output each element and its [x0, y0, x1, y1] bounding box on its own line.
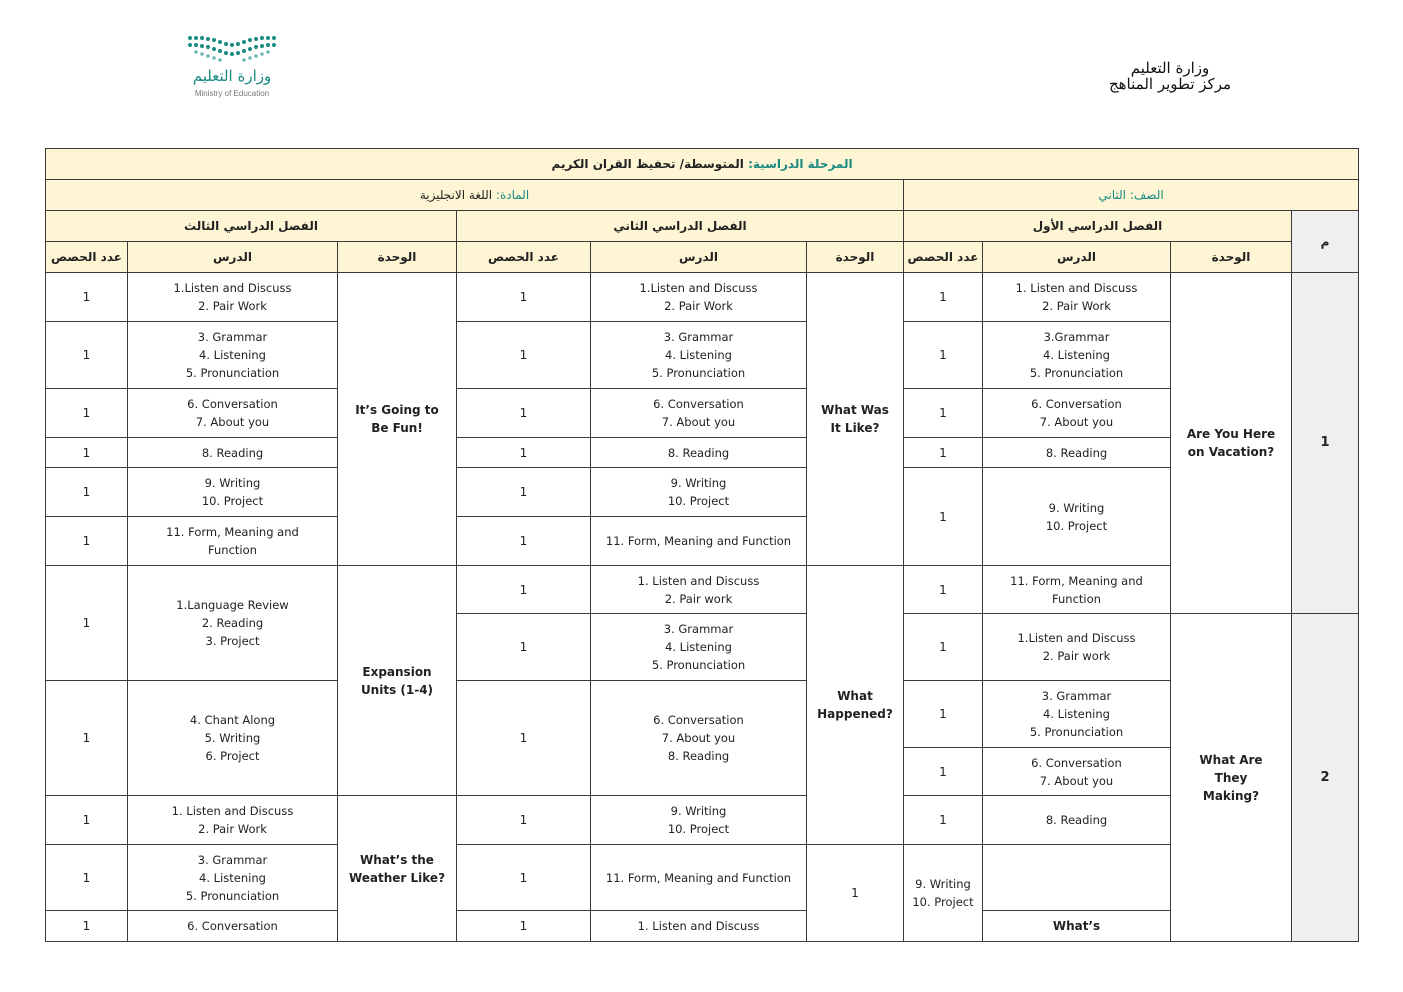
t1-lesson-cell: 8. Reading [983, 438, 1171, 468]
t1-periods-cell: 1 [904, 566, 983, 614]
ministry-line-1: وزارة التعليم [1130, 59, 1210, 77]
t3-unit-2: Expansion Units (1-4) [338, 566, 457, 796]
ministry-heading [1090, 60, 1250, 92]
row-number-1: 1 [1292, 273, 1359, 614]
table-row [46, 566, 1359, 614]
t3-periods-cell: 1 [46, 517, 128, 566]
column-header-row [46, 242, 1359, 273]
t2-lesson-cell: 9. Writing 10. Project [591, 468, 807, 517]
t2-unit-1: What Was It Like? [807, 273, 904, 566]
t2-lesson-cell: 3. Grammar 4. Listening 5. Pronunciation [591, 322, 807, 389]
t1-lesson-cell: 11. Form, Meaning and Function [983, 566, 1171, 614]
grade-value: الثاني [1098, 188, 1126, 202]
t2-periods-cell: 1 [457, 911, 591, 942]
t1-lesson-cell: 8. Reading [983, 796, 1171, 845]
t1-lesson-cell: 6. Conversation 7. About you [983, 748, 1171, 796]
t3-lesson-cell: 1.Listen and Discuss 2. Pair Work [128, 273, 338, 322]
stage-label: المرحلة الدراسية: [748, 157, 853, 171]
t2-periods-cell: 1 [457, 517, 591, 566]
t1-lesson-cell: 6. Conversation 7. About you [983, 389, 1171, 438]
t1-lesson-cell: 9. Writing 10. Project [904, 845, 983, 942]
t3-periods-header: عدد الحصص [46, 242, 128, 273]
t3-lesson-cell: 4. Chant Along 5. Writing 6. Project [128, 681, 338, 796]
t3-lesson-cell: 3. Grammar 4. Listening 5. Pronunciation [128, 322, 338, 389]
t2-lesson-header: الدرس [591, 242, 807, 273]
table-row [46, 438, 1359, 468]
t1-periods-cell: 1 [904, 389, 983, 438]
ministry-line-2: مركز تطوير المناهج [1108, 75, 1232, 93]
t2-lesson-cell: 6. Conversation 7. About you [591, 389, 807, 438]
t2-lesson-cell: 6. Conversation 7. About you 8. Reading [591, 681, 807, 796]
t1-periods-cell: 1 [904, 614, 983, 681]
subject-grade-row [46, 180, 1359, 211]
t2-periods-cell: 1 [457, 468, 591, 517]
term2-header: الفصل الدراسي الثاني [457, 211, 904, 242]
table-row [46, 845, 1359, 911]
ministry-logo [186, 34, 278, 100]
t1-unit-1: Are You Here on Vacation? [1171, 273, 1292, 614]
t2-lesson-cell: 1. Listen and Discuss 2. Pair work [591, 566, 807, 614]
stage-value: المتوسطة/ تحفيظ القران الكريم [551, 157, 744, 171]
t3-periods-cell: 1 [46, 681, 128, 796]
curriculum-plan-table [45, 148, 1359, 942]
subject-cell [46, 180, 904, 211]
t2-unit-header: الوحدة [807, 242, 904, 273]
t3-periods-cell: 1 [46, 468, 128, 517]
t2-lesson-cell: 1. Listen and Discuss [591, 911, 807, 942]
t3-periods-cell: 1 [46, 796, 128, 845]
t2-lesson-cell: 8. Reading [591, 438, 807, 468]
t1-periods-cell: 1 [904, 796, 983, 845]
t3-lesson-cell: 3. Grammar 4. Listening 5. Pronunciation [128, 845, 338, 911]
t3-unit-1: It’s Going to Be Fun! [338, 273, 457, 566]
t3-periods-cell: 1 [46, 566, 128, 681]
t1-lesson-cell: 1.Listen and Discuss 2. Pair work [983, 614, 1171, 681]
t3-periods-cell: 1 [46, 389, 128, 438]
term3-header: الفصل الدراسي الثالث [46, 211, 457, 242]
t2-periods-cell: 1 [457, 438, 591, 468]
term-header-row [46, 211, 1359, 242]
t2-unit-3: What’s [983, 911, 1171, 942]
table-row [46, 322, 1359, 389]
t1-periods-cell: 1 [904, 438, 983, 468]
t3-lesson-cell: 6. Conversation [128, 911, 338, 942]
t3-lesson-cell: 9. Writing 10. Project [128, 468, 338, 517]
stage-row [46, 149, 1359, 180]
t3-lesson-header: الدرس [128, 242, 338, 273]
t1-periods-cell: 1 [807, 845, 904, 942]
logo-arabic-text: وزارة التعليم [192, 67, 272, 85]
t1-unit-2: What Are They Making? [1171, 614, 1292, 942]
t3-unit-3: What’s the Weather Like? [338, 796, 457, 942]
t2-lesson-cell: 9. Writing 10. Project [591, 796, 807, 845]
t2-periods-cell: 1 [457, 796, 591, 845]
t1-periods-header: عدد الحصص [904, 242, 983, 273]
table-row [46, 681, 1359, 748]
t3-lesson-cell: 1. Listen and Discuss 2. Pair Work [128, 796, 338, 845]
t3-periods-cell: 1 [46, 845, 128, 911]
logo-dots-icon [186, 34, 278, 64]
t3-periods-cell: 1 [46, 322, 128, 389]
t2-periods-cell: 1 [457, 566, 591, 614]
table-row [46, 468, 1359, 517]
t1-lesson-header: الدرس [983, 242, 1171, 273]
t2-periods-cell: 1 [457, 614, 591, 681]
stage-cell [46, 149, 1359, 180]
t3-periods-cell: 1 [46, 438, 128, 468]
t3-lesson-cell: 11. Form, Meaning and Function [128, 517, 338, 566]
row-number-2: 2 [1292, 614, 1359, 942]
logo-english-text: Ministry of Education [194, 89, 270, 98]
m-header: م [1292, 211, 1359, 273]
t1-unit-header: الوحدة [1171, 242, 1292, 273]
t3-lesson-cell: 1.Language Review 2. Reading 3. Project [128, 566, 338, 681]
t1-lesson-cell: 1. Listen and Discuss 2. Pair Work [983, 273, 1171, 322]
t2-periods-cell: 1 [457, 389, 591, 438]
t1-periods-cell: 1 [904, 681, 983, 748]
t3-lesson-cell: 6. Conversation 7. About you [128, 389, 338, 438]
t2-unit-2: What Happened? [807, 566, 904, 845]
table-row [46, 796, 1359, 845]
t1-periods-cell: 1 [904, 322, 983, 389]
t2-periods-cell: 1 [457, 273, 591, 322]
t1-lesson-cell: 3. Grammar 4. Listening 5. Pronunciation [983, 681, 1171, 748]
table-row [46, 273, 1359, 322]
t1-lesson-cell: 3.Grammar 4. Listening 5. Pronunciation [983, 322, 1171, 389]
t3-unit-header: الوحدة [338, 242, 457, 273]
t2-lesson-cell: 3. Grammar 4. Listening 5. Pronunciation [591, 614, 807, 681]
t3-periods-cell: 1 [46, 273, 128, 322]
table-row [46, 911, 1359, 942]
t1-periods-cell: 1 [904, 468, 983, 566]
subject-value: اللغة الانجليزية [419, 188, 493, 202]
grade-label: الصف: [1129, 188, 1164, 202]
t2-periods-header: عدد الحصص [457, 242, 591, 273]
term1-header: الفصل الدراسي الأول [904, 211, 1292, 242]
t1-periods-cell: 1 [904, 748, 983, 796]
t2-periods-cell: 1 [457, 322, 591, 389]
t2-lesson-cell: 11. Form, Meaning and Function [591, 517, 807, 566]
t3-periods-cell: 1 [46, 911, 128, 942]
t3-lesson-cell: 8. Reading [128, 438, 338, 468]
t2-lesson-cell: 11. Form, Meaning and Function [591, 845, 807, 911]
t1-periods-cell: 1 [904, 273, 983, 322]
t2-periods-cell: 1 [457, 845, 591, 911]
subject-label: المادة: [495, 188, 530, 202]
t2-lesson-cell: 1.Listen and Discuss 2. Pair Work [591, 273, 807, 322]
grade-cell [904, 180, 1359, 211]
table-row [46, 389, 1359, 438]
t2-periods-cell: 1 [457, 681, 591, 796]
t1-lesson-cell: 9. Writing 10. Project [983, 468, 1171, 566]
